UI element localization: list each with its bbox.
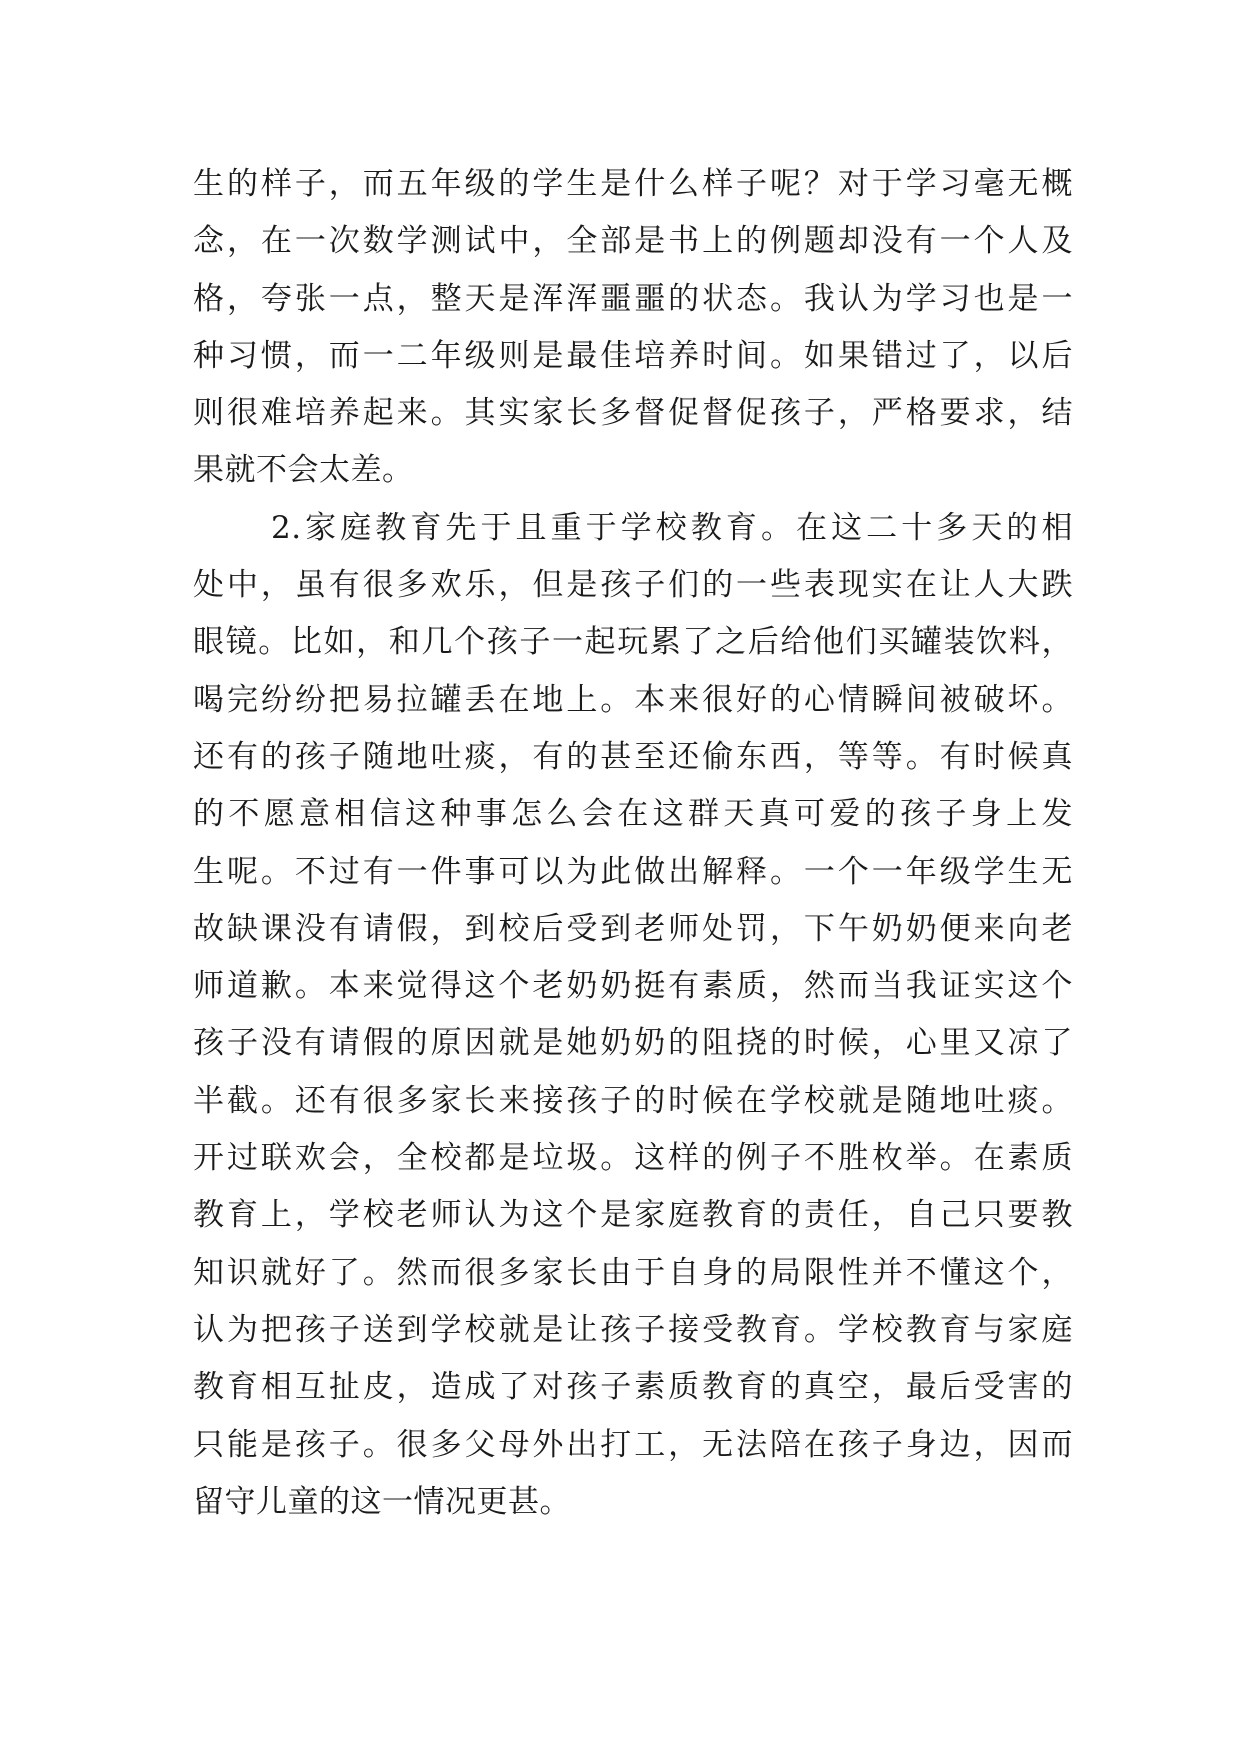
text-line: 开过联欢会，全校都是垃圾。这样的例子不胜枚举。在素质 — [193, 1140, 1073, 1177]
text-line: 还有的孩子随地吐痰，有的甚至还偷东西，等等。有时候真 — [193, 738, 1073, 775]
text-line: 处中，虽有很多欢乐，但是孩子们的一些表现实在让人大跌 — [193, 567, 1073, 604]
text-line: 认为把孩子送到学校就是让孩子接受教育。学校教育与家庭 — [193, 1311, 1073, 1348]
text-line: 果就不会太差。 — [193, 452, 414, 489]
paragraph-1 — [193, 160, 1073, 494]
text-line: 念，在一次数学测试中，全部是书上的例题却没有一个人及 — [193, 223, 1073, 260]
body-text — [193, 160, 1073, 1535]
text-line: 孩子没有请假的原因就是她奶奶的阻挠的时候，心里又凉了 — [193, 1025, 1073, 1062]
text-line: 半截。还有很多家长来接孩子的时候在学校就是随地吐痰。 — [193, 1082, 1073, 1119]
text-line: 教育上，学校老师认为这个是家庭教育的责任，自己只要教 — [193, 1197, 1073, 1234]
text-line: 教育相互扯皮，造成了对孩子素质教育的真空，最后受害的 — [193, 1369, 1073, 1406]
text-line: 则很难培养起来。其实家长多督促督促孩子，严格要求，结 — [193, 395, 1073, 432]
text-line: 喝完纷纷把易拉罐丢在地上。本来很好的心情瞬间被破坏。 — [193, 681, 1073, 718]
text-line: 眼镜。比如，和几个孩子一起玩累了之后给他们买罐装饮料， — [193, 624, 1073, 661]
text-line: 生呢。不过有一件事可以为此做出解释。一个一年级学生无 — [193, 853, 1073, 890]
text-line: 故缺课没有请假，到校后受到老师处罚，下午奶奶便来向老 — [193, 910, 1073, 947]
text-line: 师道歉。本来觉得这个老奶奶挺有素质，然而当我证实这个 — [193, 968, 1073, 1005]
text-line: 留守儿童的这一情况更甚。 — [193, 1483, 571, 1520]
text-line: 种习惯，而一二年级则是最佳培养时间。如果错过了，以后 — [193, 337, 1073, 374]
text-line: 格，夸张一点，整天是浑浑噩噩的状态。我认为学习也是一 — [193, 280, 1073, 317]
text-line: 2.家庭教育先于且重于学校教育。在这二十多天的相 — [271, 509, 1073, 546]
text-line: 只能是孩子。很多父母外出打工，无法陪在孩子身边，因而 — [193, 1426, 1073, 1463]
text-line: 生的样子，而五年级的学生是什么样子呢？对于学习毫无概 — [193, 166, 1073, 202]
text-line: 的不愿意相信这种事怎么会在这群天真可爱的孩子身上发 — [193, 796, 1073, 833]
text-line: 知识就好了。然而很多家长由于自身的局限性并不懂这个， — [193, 1254, 1073, 1291]
paragraph-2 — [193, 504, 1073, 1526]
